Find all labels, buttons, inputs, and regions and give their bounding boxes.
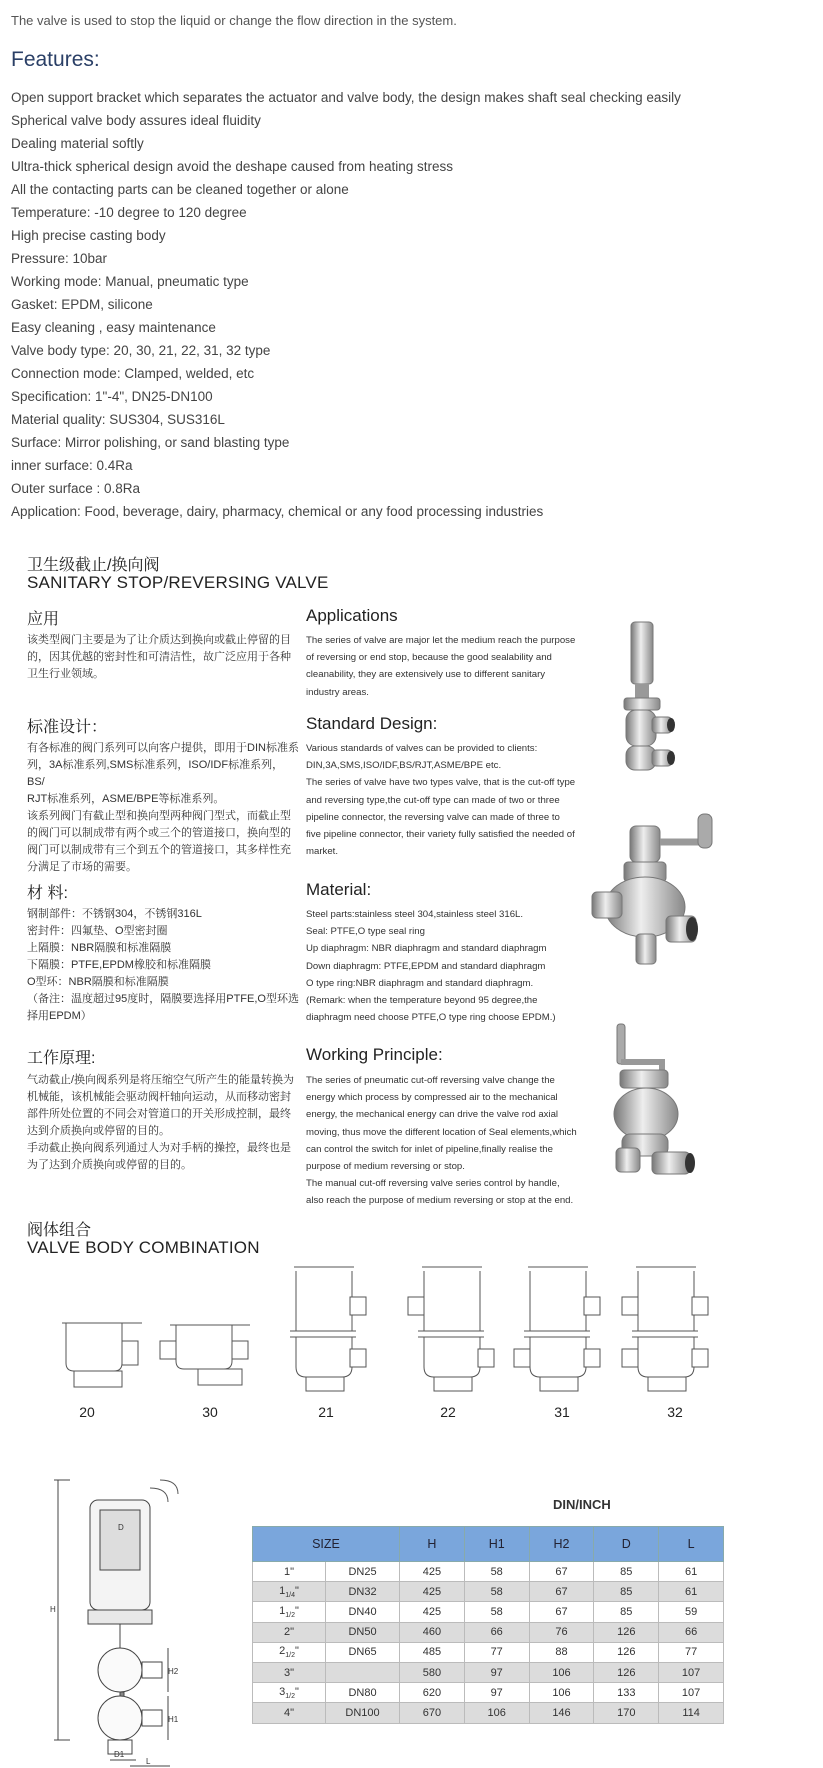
combination-label-22: 22 [440, 1404, 456, 1420]
cell-h2: 76 [529, 1622, 594, 1642]
body-type-20-drawing [62, 1323, 142, 1387]
feature-item: Application: Food, beverage, dairy, pharmacy, chemical or any food processing industries [11, 504, 544, 519]
cell-dn: DN25 [326, 1562, 400, 1582]
cell-h: 425 [400, 1562, 465, 1582]
standard-heading-en: Standard Design: [306, 714, 438, 733]
cell-inch [253, 1622, 326, 1642]
cell-h1: 77 [464, 1642, 529, 1662]
text-line: Up diaphragm: NBR diaphragm and standard diaphragm [306, 943, 547, 955]
intro-text: The valve is used to stop the liquid or change the flow direction in the system. [11, 13, 457, 28]
cell-inch: $1_{1/4}$" [253, 1582, 326, 1602]
cell-inch: $3_{1/2}$" [253, 1683, 326, 1703]
dimension-table [252, 1526, 724, 1724]
cell-l: 61 [659, 1582, 724, 1602]
text-line: 择用EPDM） [27, 1010, 92, 1022]
applications-text-en [306, 632, 582, 701]
feature-item: Dealing material softly [11, 136, 144, 151]
text-line: of reversing or end stop, because the good sealability and [306, 652, 552, 664]
col-header-size: SIZE [253, 1527, 400, 1562]
cell-d: 170 [594, 1703, 659, 1723]
cell-h1: 58 [464, 1602, 529, 1622]
col-header-d: D [594, 1527, 659, 1562]
table-row [253, 1562, 724, 1582]
text-line: Various standards of valves can be provided to clients: [306, 743, 538, 754]
cell-d: 133 [594, 1683, 659, 1703]
combination-label-21: 21 [318, 1404, 334, 1420]
combination-label-31: 31 [554, 1404, 570, 1420]
text-line: Down diaphragm: PTFE,EPDM and standard diaphragm [306, 960, 546, 972]
cell-inch: $2_{1/2}$" [253, 1642, 326, 1662]
text-line: also reach the purpose of medium reversing or stop at the end. [306, 1195, 574, 1207]
table-row [253, 1602, 724, 1622]
body-type-30-drawing [160, 1325, 250, 1385]
cell-l: 77 [659, 1642, 724, 1662]
text-line: 气动截止/换向阀系列是将压缩空气所产生的能量转换为 [27, 1074, 295, 1086]
text-line: 上隔膜：NBR隔膜和标准隔膜 [27, 942, 172, 954]
text-line: moving, thus move the different location of Seal elements,which [306, 1126, 577, 1138]
text-line: can control the switch for inlet of pipeline,finally realise the [306, 1143, 553, 1155]
text-line: 密封件：四氟垫、O型密封圈 [27, 925, 168, 937]
text-line: and reversing type,the cut-off type can made of two or three [306, 794, 560, 806]
cell-dn: DN32 [326, 1582, 400, 1602]
text-line: The series of valve have two types valve, that is the cut-off type [306, 777, 576, 789]
cell-h2: 88 [529, 1642, 594, 1662]
standard-heading-cn: 标准设计： [27, 719, 108, 736]
dim-label-l: L [146, 1757, 151, 1766]
text-line: 为了达到介质换向或停留的目的。 [27, 1159, 192, 1171]
combination-label-32: 32 [667, 1404, 683, 1420]
text-line: industry areas. [306, 686, 369, 698]
feature-item: inner surface: 0.4Ra [11, 458, 133, 473]
text-line: 下隔膜：PTFE,EPDM橡胶和标准隔膜 [27, 959, 211, 971]
table-row [253, 1622, 724, 1642]
features-heading: Features: [11, 48, 100, 71]
cell-dn: DN65 [326, 1642, 400, 1662]
text-line: 有各标准的阀门系列可以向客户提供，即用于DIN标准系 [27, 742, 299, 754]
cell-h: 425 [400, 1602, 465, 1622]
valve-photo-handle [602, 1022, 712, 1182]
dim-label-d: D [118, 1523, 124, 1532]
cell-h2: 146 [529, 1703, 594, 1723]
section-title-cn: 卫生级截止/换向阀 [27, 557, 160, 574]
inch-value: 1 [279, 1584, 286, 1597]
cell-l: 61 [659, 1562, 724, 1582]
cell-dn: DN100 [326, 1703, 400, 1723]
cell-h: 670 [400, 1703, 465, 1723]
cell-dn: DN50 [326, 1622, 400, 1642]
cell-d: 85 [594, 1602, 659, 1622]
feature-item: Valve body type: 20, 30, 21, 22, 31, 32 type [11, 343, 271, 358]
col-header-h2: H2 [529, 1527, 594, 1562]
feature-item: Ultra-thick spherical design avoid the deshape caused from heating stress [11, 159, 453, 174]
cell-dn: DN80 [326, 1683, 400, 1703]
text-line: market. [306, 846, 338, 858]
combination-title-cn: 阀体组合 [27, 1222, 92, 1239]
text-line: 的阀门可以制成带有两个或三个的管道接口，换向型的 [27, 827, 291, 839]
text-line: Steel parts:stainless steel 304,stainless steel 316L. [306, 909, 524, 920]
col-header-h: H [400, 1527, 465, 1562]
inch-value: 1" [283, 1565, 295, 1578]
combination-title-en: VALVE BODY COMBINATION [27, 1238, 260, 1257]
cell-l: 107 [659, 1683, 724, 1703]
cell-h2: 106 [529, 1683, 594, 1703]
cell-d: 126 [594, 1662, 659, 1682]
col-header-l: L [659, 1527, 724, 1562]
cell-h1: 97 [464, 1662, 529, 1682]
text-line: 机械能，该机械能会驱动阀杆轴向运动，从而移动密封 [27, 1091, 291, 1103]
cell-h2: 67 [529, 1602, 594, 1622]
inch-value: 3 [279, 1685, 286, 1698]
text-line: 部件所处位置的不同会对管道口的开关形成控制，最终 [27, 1108, 291, 1120]
cell-inch [253, 1662, 326, 1682]
cell-h2: 106 [529, 1662, 594, 1682]
feature-item: Working mode: Manual, pneumatic type [11, 274, 249, 289]
body-type-31-drawing [514, 1267, 600, 1391]
valve-photo-pneumatic [600, 620, 690, 780]
cell-d: 126 [594, 1622, 659, 1642]
applications-heading-en: Applications [306, 606, 398, 625]
cell-d: 85 [594, 1562, 659, 1582]
section-title-en: SANITARY STOP/REVERSING VALVE [27, 573, 329, 592]
cell-h2: 67 [529, 1562, 594, 1582]
cell-h: 460 [400, 1622, 465, 1642]
text-line: 该系列阀门有截止型和换向型两种阀门型式，而截止型 [27, 810, 291, 822]
inch-value: 1 [279, 1604, 286, 1617]
cell-l: 107 [659, 1662, 724, 1682]
text-line: (Remark: when the temperature beyond 95 degree,the [306, 995, 538, 1007]
feature-item: Material quality: SUS304, SUS316L [11, 412, 225, 427]
working-heading-cn: 工作原理: [27, 1050, 96, 1067]
inch-fraction: 1/2 [285, 1612, 295, 1620]
material-heading-cn: 材 料: [27, 885, 68, 902]
inch-value: 4" [283, 1706, 295, 1719]
text-line: 分满足了市场的需要。 [27, 861, 137, 873]
cell-d: 126 [594, 1642, 659, 1662]
cell-d: 85 [594, 1582, 659, 1602]
text-line: The series of valve are major let the medium reach the purpose [306, 635, 576, 646]
cell-dn [326, 1662, 400, 1682]
combination-diagrams [50, 1265, 730, 1395]
text-line: 该类型阀门主要是为了让介质达到换向或截止停留的目 [27, 634, 291, 646]
cell-h1: 58 [464, 1562, 529, 1582]
cell-inch [253, 1703, 326, 1723]
standard-text-en [306, 740, 582, 860]
feature-item: Spherical valve body assures ideal fluidity [11, 113, 261, 128]
cell-h1: 66 [464, 1622, 529, 1642]
dim-label-h2: H2 [168, 1667, 179, 1676]
feature-item: Open support bracket which separates the actuator and valve body, the design makes shaft seal checking easily [11, 90, 681, 105]
applications-heading-cn: 应用 [27, 611, 60, 628]
material-heading-en: Material: [306, 880, 372, 899]
cell-h1: 97 [464, 1683, 529, 1703]
inch-fraction: 1/2 [285, 1652, 295, 1660]
text-line: The series of pneumatic cut-off reversing valve change the [306, 1075, 555, 1086]
cell-h: 580 [400, 1662, 465, 1682]
text-line: 列，3A标准系列,SMS标准系列，ISO/IDF标准系列，BS/ [27, 759, 284, 788]
body-type-22-drawing [408, 1267, 494, 1391]
feature-item: All the contacting parts can be cleaned together or alone [11, 182, 349, 197]
cell-h1: 58 [464, 1582, 529, 1602]
text-line: （备注：温度超过95度时，隔膜要选择用PTFE,O型环选 [27, 993, 299, 1005]
body-type-21-drawing [290, 1267, 366, 1391]
text-line: 的，因其优越的密封性和可清洁性，故广泛应用于各种 [27, 651, 291, 663]
feature-item: High precise casting body [11, 228, 166, 243]
text-line: energy, the mechanical energy can drive the valve rod axial [306, 1109, 559, 1121]
text-line: O型环：NBR隔膜和标准隔膜 [27, 976, 169, 988]
table-row [253, 1662, 724, 1682]
dim-label-h: H [50, 1605, 56, 1614]
text-line: 达到介质换向或停留的目的。 [27, 1125, 170, 1137]
text-line: diaphragm need choose PTFE,O type ring choose EPDM.) [306, 1012, 556, 1024]
table-row [253, 1703, 724, 1723]
table-row [253, 1683, 724, 1703]
feature-item: Connection mode: Clamped, welded, etc [11, 366, 255, 381]
dim-label-d1: D1 [114, 1750, 125, 1759]
feature-item: Surface: Mirror polishing, or sand blasting type [11, 435, 290, 450]
applications-text-cn [27, 632, 299, 683]
inch-fraction: 1/2 [285, 1692, 295, 1700]
material-text-en [306, 906, 582, 1026]
cell-inch: $1_{1/2}$" [253, 1602, 326, 1622]
cell-h: 620 [400, 1683, 465, 1703]
cell-dn: DN40 [326, 1602, 400, 1622]
cell-h2: 67 [529, 1582, 594, 1602]
material-text-cn [27, 906, 299, 1025]
standard-text-cn [27, 740, 299, 876]
text-line: 阀门可以制成带有三个到五个的管道接口，其多样性充 [27, 844, 291, 856]
dim-label-h1: H1 [168, 1715, 179, 1724]
cell-h: 425 [400, 1582, 465, 1602]
text-line: RJT标准系列，ASME/BPE等标准系列。 [27, 793, 225, 805]
text-line: The manual cut-off reversing valve series control by handle, [306, 1178, 560, 1190]
text-line: Seal: PTFE,O type seal ring [306, 926, 425, 938]
cell-l: 66 [659, 1622, 724, 1642]
inch-fraction: 1/4 [285, 1591, 295, 1599]
text-line: O type ring:NBR diaphragm and standard diaphragm. [306, 977, 534, 989]
working-text-cn [27, 1072, 299, 1174]
text-line: 卫生行业领域。 [27, 668, 104, 680]
working-heading-en: Working Principle: [306, 1045, 443, 1064]
combination-label-30: 30 [202, 1404, 218, 1420]
table-caption: DIN/INCH [553, 1497, 611, 1512]
text-line: DIN,3A,SMS,ISO/IDF,BS/RJT,ASME/BPE etc. [306, 760, 502, 772]
text-line: 钢制部件：不锈钢304，不锈钢316L [27, 908, 202, 920]
body-type-32-drawing [622, 1267, 708, 1391]
text-line: 手动截止换向阀系列通过人为对手柄的操控，最终也是 [27, 1142, 291, 1154]
inch-value: 2 [279, 1645, 286, 1658]
cell-l: 114 [659, 1703, 724, 1723]
inch-value: 3" [283, 1666, 295, 1679]
feature-item: Easy cleaning , easy maintenance [11, 320, 216, 335]
valve-photo-manual [588, 812, 718, 972]
text-line: energy which process by compressed air to the mechanical [306, 1092, 558, 1104]
table-row [253, 1642, 724, 1662]
features-list [11, 86, 681, 523]
cell-l: 59 [659, 1602, 724, 1622]
dimension-drawing [50, 1470, 180, 1768]
text-line: cleanability, they are extensively use to different sanitary [306, 669, 546, 681]
feature-item: Specification: 1"-4", DN25-DN100 [11, 389, 213, 404]
col-header-h1: H1 [464, 1527, 529, 1562]
feature-item: Outer surface : 0.8Ra [11, 481, 141, 496]
table-row [253, 1582, 724, 1602]
feature-item: Gasket: EPDM, silicone [11, 297, 153, 312]
cell-h: 485 [400, 1642, 465, 1662]
feature-item: Pressure: 10bar [11, 251, 108, 266]
inch-value: 2" [283, 1626, 295, 1639]
feature-item: Temperature: -10 degree to 120 degree [11, 205, 247, 220]
text-line: purpose of medium reversing or stop. [306, 1161, 465, 1173]
cell-inch [253, 1562, 326, 1582]
combination-label-20: 20 [79, 1404, 95, 1420]
cell-h1: 106 [464, 1703, 529, 1723]
text-line: pipeline connector, the reversing valve can made of three to [306, 811, 560, 823]
working-text-en [306, 1072, 582, 1210]
text-line: five pipeline connector, their variety fully satisfied the needed of [306, 829, 575, 841]
